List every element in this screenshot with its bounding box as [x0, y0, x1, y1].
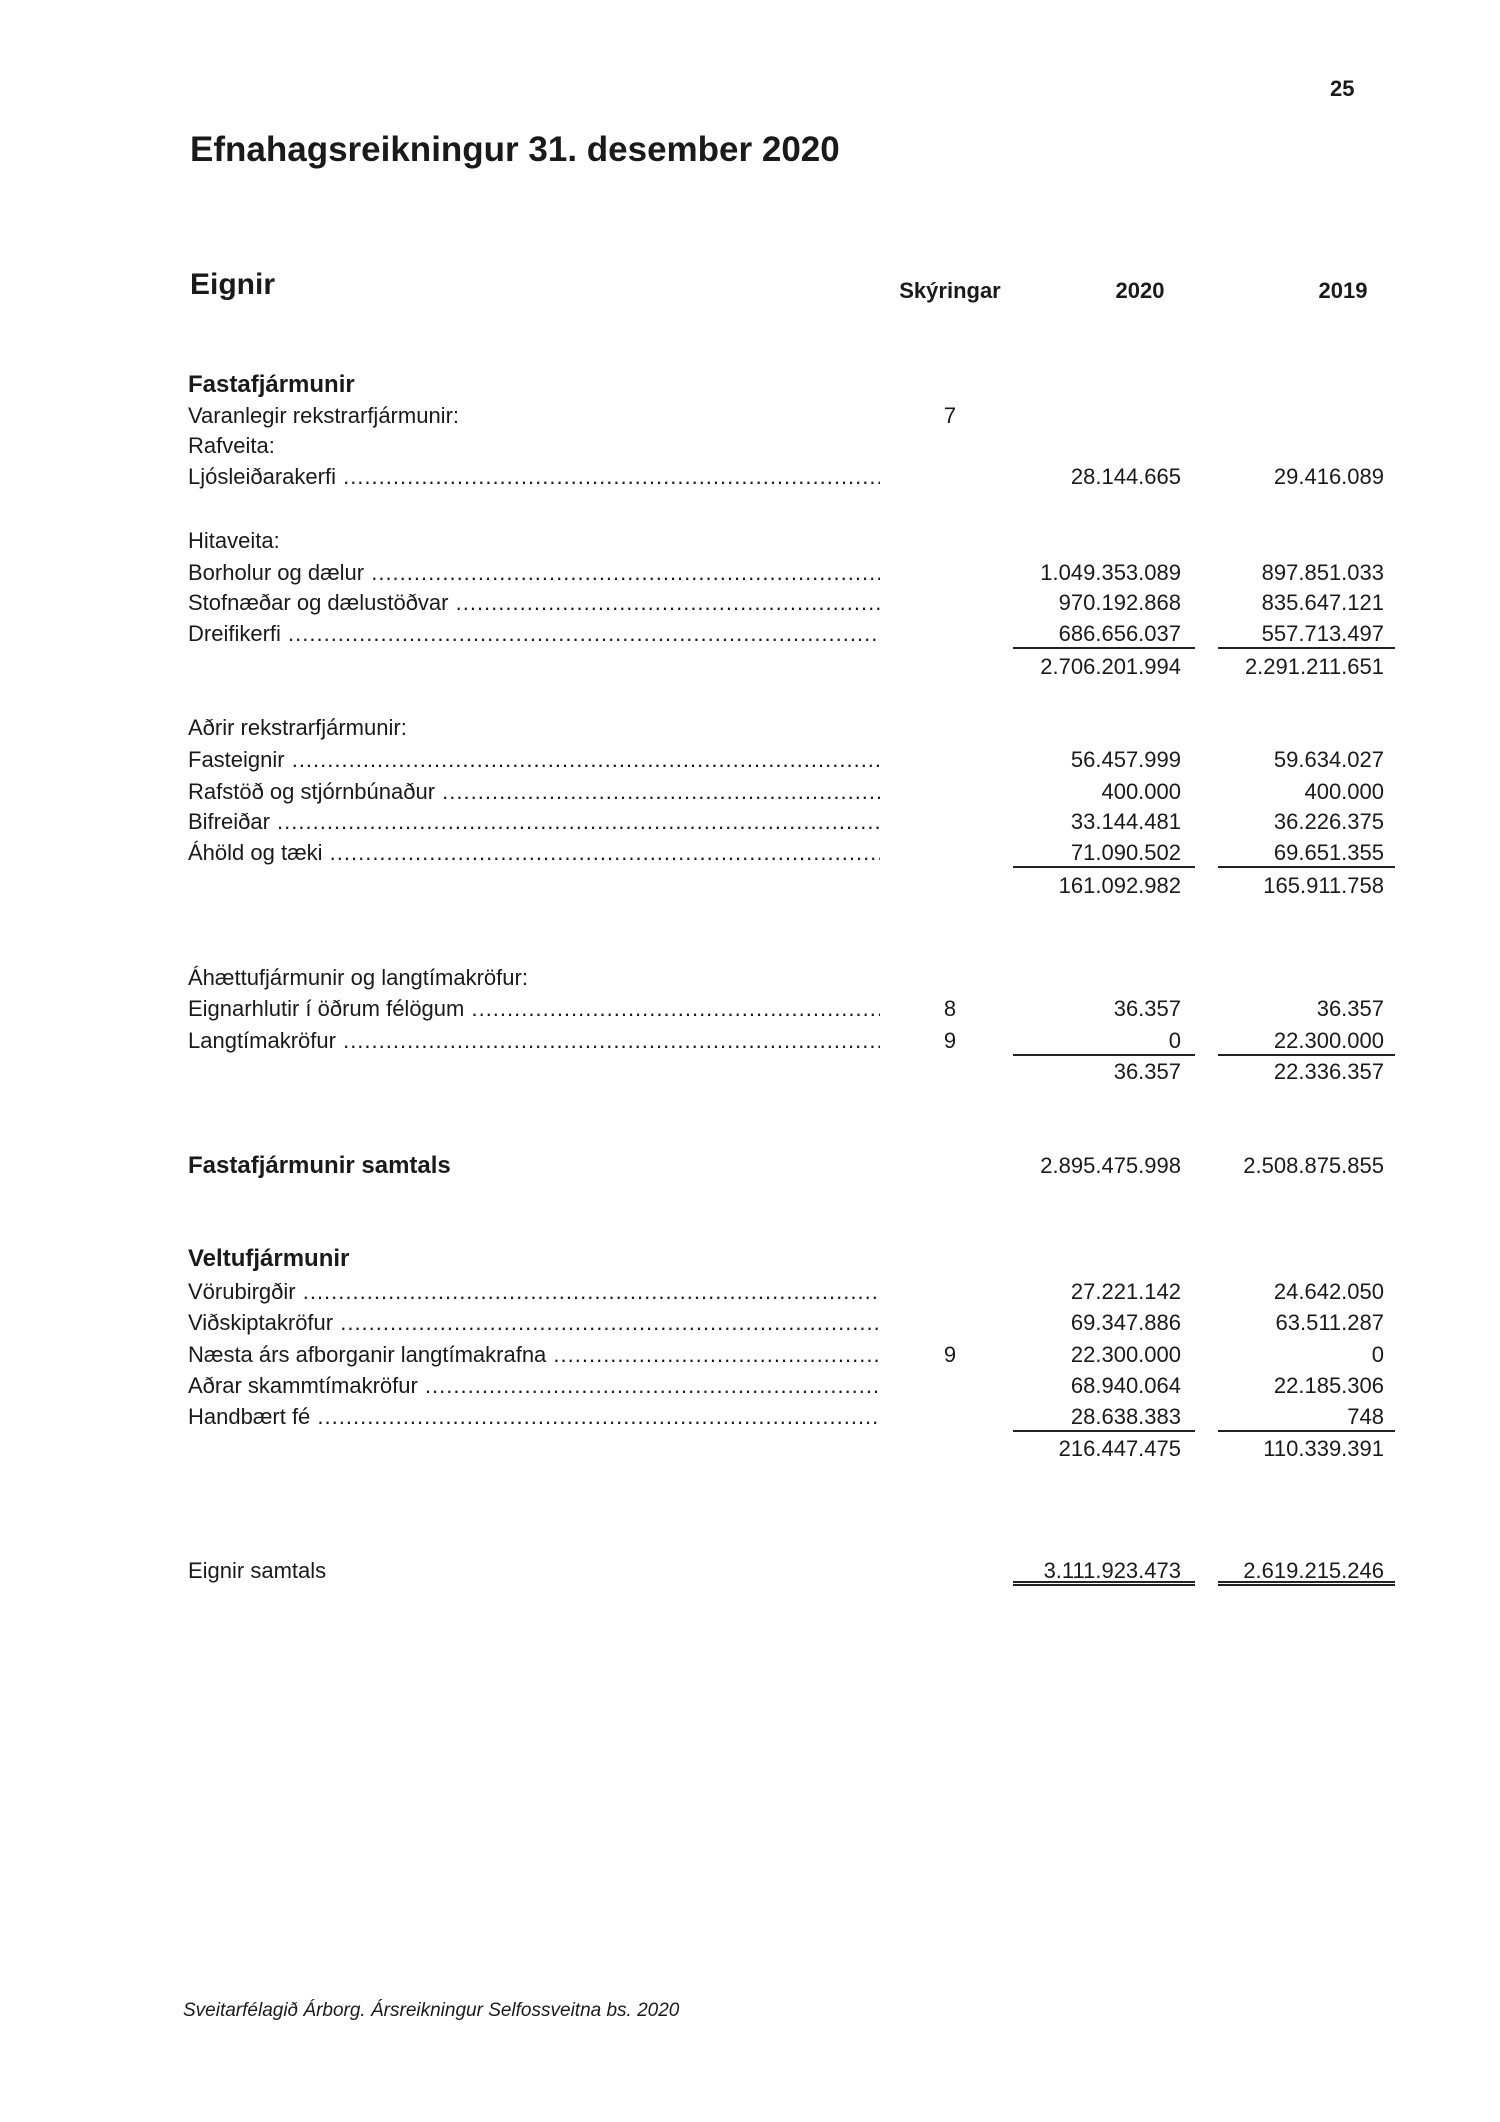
value-2019: 165.911.758 — [1263, 873, 1384, 898]
row-label: Aðrir rekstrarfjármunir: — [188, 715, 407, 740]
subtotal-row — [0, 1434, 1500, 1464]
value-2019: 400.000 — [1304, 779, 1384, 804]
row-label: Dreifikerfi ..... — [188, 619, 880, 649]
subtotal-row — [0, 652, 1500, 682]
row-label: Áhættufjármunir og langtímakröfur: — [188, 965, 528, 990]
value-2020: 2.706.201.994 — [1040, 654, 1181, 679]
value-2019: 59.634.027 — [1273, 747, 1384, 772]
total-row — [0, 1151, 1500, 1185]
table-row — [0, 994, 1500, 1024]
table-row — [0, 462, 1500, 492]
value-2019: 24.642.050 — [1273, 1279, 1384, 1304]
value-2020: 28.144.665 — [1070, 464, 1181, 489]
value-2019: 36.226.375 — [1273, 809, 1384, 834]
table-row — [0, 431, 1500, 461]
column-header-2020: 2020 — [1115, 278, 1165, 303]
value-2019: 36.357 — [1316, 996, 1384, 1021]
row-label: Langtímakröfur ..... — [188, 1026, 880, 1056]
row-label: Veltufjármunir — [188, 1245, 350, 1272]
table-row — [0, 1371, 1500, 1401]
subtotal-row — [0, 871, 1500, 901]
value-2019: 63.511.287 — [1275, 1310, 1384, 1335]
value-2020: 22.300.000 — [1070, 1342, 1181, 1367]
table-row — [0, 838, 1500, 868]
value-2019: 110.339.391 — [1263, 1436, 1384, 1461]
value-2019: 29.416.089 — [1273, 464, 1384, 489]
value-2020: 3.111.923.473 — [1013, 1556, 1195, 1586]
table-row — [0, 1308, 1500, 1338]
value-2019: 897.851.033 — [1261, 560, 1384, 585]
row-label: Fastafjármunir samtals — [188, 1152, 451, 1179]
row-label: Ljósleiðarakerfi ..... — [188, 462, 880, 492]
value-2020: 36.357 — [1113, 996, 1181, 1021]
value-2019: 69.651.355 — [1218, 838, 1395, 868]
table-row — [0, 713, 1500, 743]
table-row — [0, 1026, 1500, 1056]
row-label: Fastafjármunir — [188, 371, 355, 398]
note-ref: 8 — [943, 996, 957, 1021]
row-label: Handbært fé ..... — [188, 1402, 880, 1432]
row-label: Rafveita: — [188, 433, 275, 458]
subtotal-row — [0, 1057, 1500, 1087]
row-label: Næsta árs afborganir langtímakrafna ..... — [188, 1340, 880, 1370]
value-2020: 970.192.868 — [1058, 590, 1181, 615]
value-2019: 557.713.497 — [1218, 619, 1395, 649]
row-label: Stofnæðar og dælustöðvar ..... — [188, 588, 880, 618]
note-ref: 9 — [943, 1342, 957, 1367]
value-2019: 835.647.121 — [1261, 590, 1384, 615]
value-2020: 686.656.037 — [1013, 619, 1195, 649]
value-2020: 1.049.353.089 — [1040, 560, 1181, 585]
section-heading — [0, 370, 1500, 404]
table-row — [0, 807, 1500, 837]
row-label: Viðskiptakröfur ..... — [188, 1308, 880, 1338]
value-2019: 748 — [1218, 1402, 1395, 1432]
table-row — [0, 401, 1500, 431]
section-title: Eignir — [190, 268, 276, 301]
row-label: Vörubirgðir ..... — [188, 1277, 880, 1307]
column-header-notes: Skýringar — [899, 278, 1001, 303]
value-2020: 400.000 — [1101, 779, 1181, 804]
value-2019: 22.300.000 — [1218, 1026, 1395, 1056]
row-label: Varanlegir rekstrarfjármunir: — [188, 403, 460, 428]
row-label: Fasteignir ..... — [188, 745, 880, 775]
value-2020: 69.347.886 — [1070, 1310, 1181, 1335]
value-2020: 71.090.502 — [1013, 838, 1195, 868]
value-2019: 22.185.306 — [1273, 1373, 1384, 1398]
table-row — [0, 963, 1500, 993]
value-2020: 33.144.481 — [1070, 809, 1181, 834]
total-row — [0, 1556, 1500, 1590]
table-row — [0, 1340, 1500, 1370]
value-2019: 0 — [1371, 1342, 1384, 1367]
value-2019: 2.291.211.651 — [1244, 654, 1384, 679]
value-2020: 0 — [1013, 1026, 1195, 1056]
table-row — [0, 558, 1500, 588]
note-ref: 9 — [943, 1028, 957, 1053]
row-label: Aðrar skammtímakröfur ..... — [188, 1371, 880, 1401]
table-row — [0, 619, 1500, 649]
value-2020: 56.457.999 — [1070, 747, 1181, 772]
value-2020: 27.221.142 — [1070, 1279, 1181, 1304]
row-label: Bifreiðar ..... — [188, 807, 880, 837]
table-row — [0, 777, 1500, 807]
row-label: Eignarhlutir í öðrum félögum ..... — [188, 994, 880, 1024]
row-label: Áhöld og tæki ..... — [188, 838, 880, 868]
page-number: 25 — [1330, 76, 1355, 101]
value-2020: 68.940.064 — [1070, 1373, 1181, 1398]
value-2020: 161.092.982 — [1058, 873, 1181, 898]
table-row — [0, 745, 1500, 775]
table-row — [0, 526, 1500, 556]
row-label: Rafstöð og stjórnbúnaður ..... — [188, 777, 880, 807]
row-label: Borholur og dælur ..... — [188, 558, 880, 588]
value-2020: 36.357 — [1113, 1059, 1181, 1084]
table-row — [0, 588, 1500, 618]
value-2020: 28.638.383 — [1013, 1402, 1195, 1432]
note-ref: 7 — [943, 403, 957, 428]
row-label: Eignir samtals — [188, 1558, 327, 1583]
table-row — [0, 1402, 1500, 1432]
page-title: Efnahagsreikningur 31. desember 2020 — [190, 130, 840, 169]
value-2020: 216.447.475 — [1058, 1436, 1181, 1461]
value-2020: 2.895.475.998 — [1040, 1153, 1181, 1178]
section-heading — [0, 1244, 1500, 1278]
value-2019: 22.336.357 — [1273, 1059, 1384, 1084]
column-header-2019: 2019 — [1318, 278, 1368, 303]
value-2019: 2.619.215.246 — [1218, 1556, 1395, 1586]
value-2019: 2.508.875.855 — [1243, 1153, 1384, 1178]
row-label: Hitaveita: — [188, 528, 280, 553]
table-row — [0, 1277, 1500, 1307]
footer: Sveitarfélagið Árborg. Ársreikningur Selfossveitna bs. 2020 — [183, 2000, 680, 2021]
